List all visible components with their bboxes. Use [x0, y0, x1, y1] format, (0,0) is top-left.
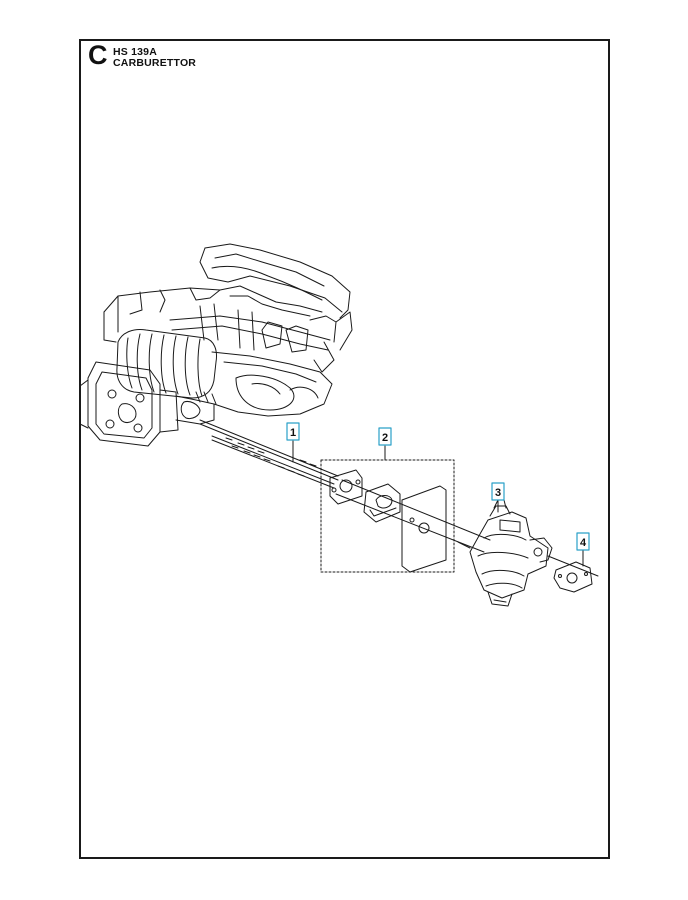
part-1-studs	[200, 420, 338, 488]
model-label: HS 139A	[113, 46, 158, 58]
diagram-title: CARBURETTOR	[113, 57, 197, 69]
callout-3-label: 3	[494, 487, 502, 499]
part-3-carburettor	[458, 500, 598, 606]
callout-1	[287, 423, 299, 440]
section-letter: C	[88, 40, 108, 70]
callout-1-label: 1	[289, 427, 297, 439]
callout-3	[492, 483, 504, 500]
callout-4	[577, 533, 589, 550]
callout-2-label: 2	[381, 432, 389, 444]
engine-block	[80, 244, 352, 446]
callout-2	[379, 428, 391, 445]
callout-4-label: 4	[579, 537, 587, 549]
part-2-gasket-set	[321, 460, 490, 572]
